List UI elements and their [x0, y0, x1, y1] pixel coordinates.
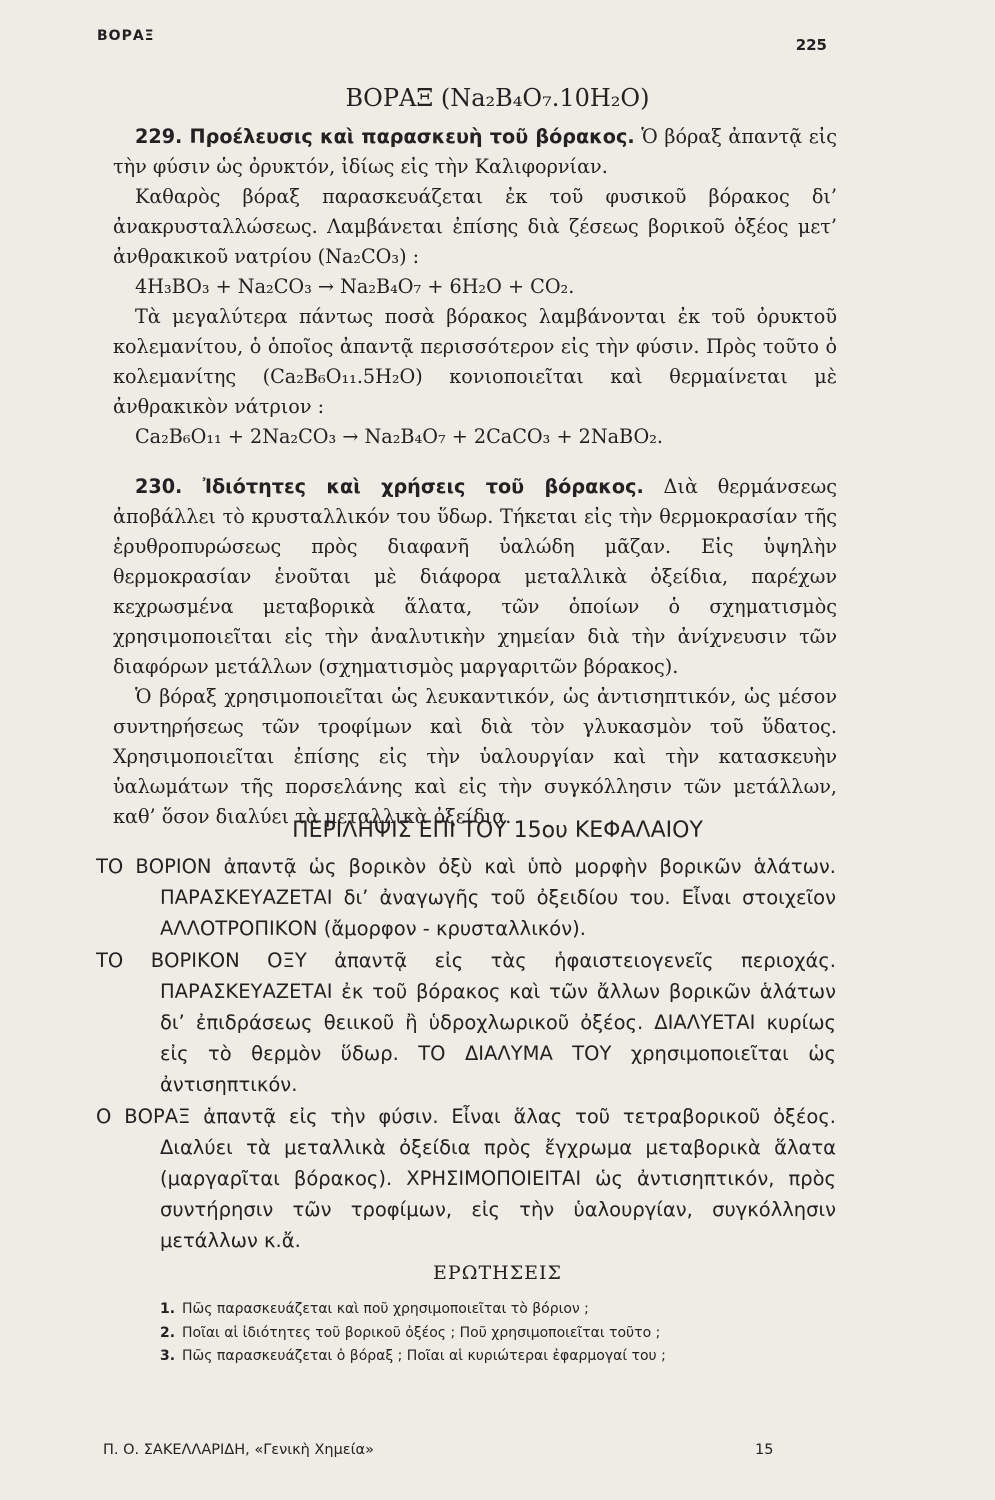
equation-2: Ca₂B₆O₁₁ + 2Na₂CO₃ → Na₂B₄O₇ + 2CaCO₃ + 2NaBO₂. — [135, 425, 664, 448]
section-229-para-2: Καθαρὸς βόραξ παρασκευάζεται ἐκ τοῦ φυσικοῦ βόρακος δι’ ἀνακρυσταλλώσεως. Λαμβάνεται ἐπίσης διὰ ζέσεως βορικοῦ ὀξέος μετ’ ἀνθρακικοῦ νατρίου (Na₂CO₃) : — [113, 185, 837, 268]
section-230-text: Διὰ θερμάνσεως ἀποβάλλει τὸ κρυσταλλικόν του ὕδωρ. Τήκεται εἰς τὴν θερμοκρασίαν τῆς ἐρυθροπυρώσεως πρὸς διαφανῆ ὑαλώδη μᾶζαν. Εἰς ὑψηλὴν θερμοκρασίαν ἑνοῦται μὲ διάφορα μεταλλικὰ ὀξείδια, παρέχων κεχρωσμένα μεταβορικὰ ἅλατα, τῶν ὁποίων ὁ σχηματισμὸς χρησιμοποιεῖται εἰς τὴν ἀναλυτικὴν χημείαν διὰ τὴν ἀνίχνευσιν τῶν διαφόρων μετάλλων (σχηματισμὸς μαργαριτῶν βόρακος). — [113, 475, 837, 678]
summary-item: ΤΟ ΒΟΡΙΟΝ ἀπαντᾷ ὡς βορικὸν ὀξὺ καὶ ὑπὸ μορφὴν βορικῶν ἁλάτων. ΠΑΡΑΣΚΕΥΑΖΕΤΑΙ δι’ ἀναγωγῆς τοῦ ὀξειδίου του. Εἶναι στοιχεῖον ΑΛΛΟΤΡΟΠΙΚΟΝ (ἄμορφον - κρυσταλλικόν). — [96, 855, 836, 940]
questions-list — [160, 1298, 860, 1369]
summary-item: Ο ΒΟΡΑΞ ἀπαντᾷ εἰς τὴν φύσιν. Εἶναι ἅλας τοῦ τετραβορικοῦ ὀξέος. Διαλύει τὰ μεταλλικὰ ὀξείδια πρὸς ἔγχρωμα μεταβορικὰ ἅλατα (μαργαρῖται βόρακος). ΧΡΗΣΙΜΟΠΟΙΕΙΤΑΙ ὡς ἀντισηπτικόν, πρὸς συντήρησιν τῶν τροφίμων, εἰς τὴν ὑαλουργίαν, συγκόλλησιν μετάλλων κ.ἄ. — [96, 1105, 836, 1252]
footer-signature-number: 15 — [755, 1442, 774, 1458]
section-230-heading: 230. Ἰδιότητες καὶ χρήσεις τοῦ βόρακος. — [135, 475, 644, 498]
summary-title: ΠΕΡΙΛΗΨΙΣ ΕΠΙ ΤΟΥ 15ου ΚΕΦΑΛΑΙΟΥ — [292, 818, 703, 843]
question-item — [160, 1345, 860, 1369]
running-head: ΒΟΡΑΞ — [97, 28, 155, 44]
footer-citation: Π. Ο. ΣΑΚΕΛΛΑΡΙΔΗ, «Γενικὴ Χημεία» — [103, 1442, 374, 1458]
question-item — [160, 1322, 860, 1346]
section-229-heading: 229. Προέλευσις καὶ παρασκευὴ τοῦ βόρακος. — [135, 125, 635, 148]
question-number: 3. — [160, 1348, 176, 1364]
section-230-para-1 — [113, 472, 837, 682]
question-text: Ποῖαι αἱ ἰδιότητες τοῦ βορικοῦ ὀξέος ; Ποῦ χρησιμοποιεῖται τοῦτο ; — [182, 1324, 661, 1341]
page-number: 225 — [795, 36, 827, 54]
section-230-para-2: Ὁ βόραξ χρησιμοποιεῖται ὡς λευκαντικόν, ὡς ἀντισηπτικόν, ὡς μέσον συντηρήσεως τῶν τροφίμων καὶ διὰ τὸν γλυκασμὸν τοῦ ὕδατος. Χρησιμοποιεῖται ἐπίσης εἰς τὴν ὑαλουργίαν καὶ τὴν κατασκευὴν ὑαλωμάτων τῆς πορσελάνης καὶ εἰς τὴν συγκόλλησιν τῶν μετάλλων, καθ’ ὅσον διαλύει τὰ μεταλλικὰ ὀξείδια. — [113, 685, 837, 828]
section-229-para-3: Τὰ μεγαλύτερα πάντως ποσὰ βόρακος λαμβάνονται ἐκ τοῦ ὀρυκτοῦ κολεμανίτου, ὁ ὁποῖος ἀπαντᾷ περισσότερον εἰς τὴν φύσιν. Πρὸς τοῦτο ὁ κολεμανίτης (Ca₂B₆O₁₁.5H₂O) κονιοποιεῖται καὶ θερμαίνεται μὲ ἀνθρακικὸν νάτριον : — [113, 305, 837, 418]
summary-item: ΤΟ ΒΟΡΙΚΟΝ ΟΞΥ ἀπαντᾷ εἰς τὰς ἡφαιστειογενεῖς περιοχάς. ΠΑΡΑΣΚΕΥΑΖΕΤΑΙ ἐκ τοῦ βόρακος καὶ τῶν ἄλλων βορικῶν ἁλάτων δι’ ἐπιδράσεως θειικοῦ ἢ ὑδροχλωρικοῦ ὀξέος. ΔΙΑΛΥΕΤΑΙ κυρίως εἰς τὸ θερμὸν ὕδωρ. ΤΟ ΔΙΑΛΥΜΑ ΤΟΥ χρησιμοποιεῖται ὡς ἀντισηπτικόν. — [96, 949, 836, 1096]
section-229 — [113, 122, 837, 452]
question-text: Πῶς παρασκευάζεται ὁ βόραξ ; Ποῖαι αἱ κυριώτεραι ἐφαρμογαί του ; — [182, 1348, 666, 1364]
questions-title: ΕΡΩΤΗΣΕΙΣ — [433, 1262, 562, 1284]
equation-1: 4H₃BO₃ + Na₂CO₃ → Na₂B₄O₇ + 6H₂O + CO₂. — [135, 275, 575, 298]
section-230 — [113, 472, 837, 832]
question-number: 2. — [160, 1324, 176, 1341]
section-229-text: Ὁ βόραξ ἀπαντᾷ εἰς τὴν φύσιν ὡς ὀρυκτόν, ἰδίως εἰς τὴν Καλιφορνίαν. — [113, 125, 837, 178]
question-item — [160, 1298, 860, 1322]
summary-list — [96, 852, 836, 1258]
question-number: 1. — [160, 1301, 176, 1317]
question-text: Πῶς παρασκευάζεται καὶ ποῦ χρησιμοποιεῖται τὸ βόριον ; — [182, 1301, 589, 1317]
section-229-para-1 — [113, 122, 837, 182]
chapter-title: ΒΟΡΑΞ (Na₂B₄O₇.10H₂O) — [345, 84, 650, 112]
